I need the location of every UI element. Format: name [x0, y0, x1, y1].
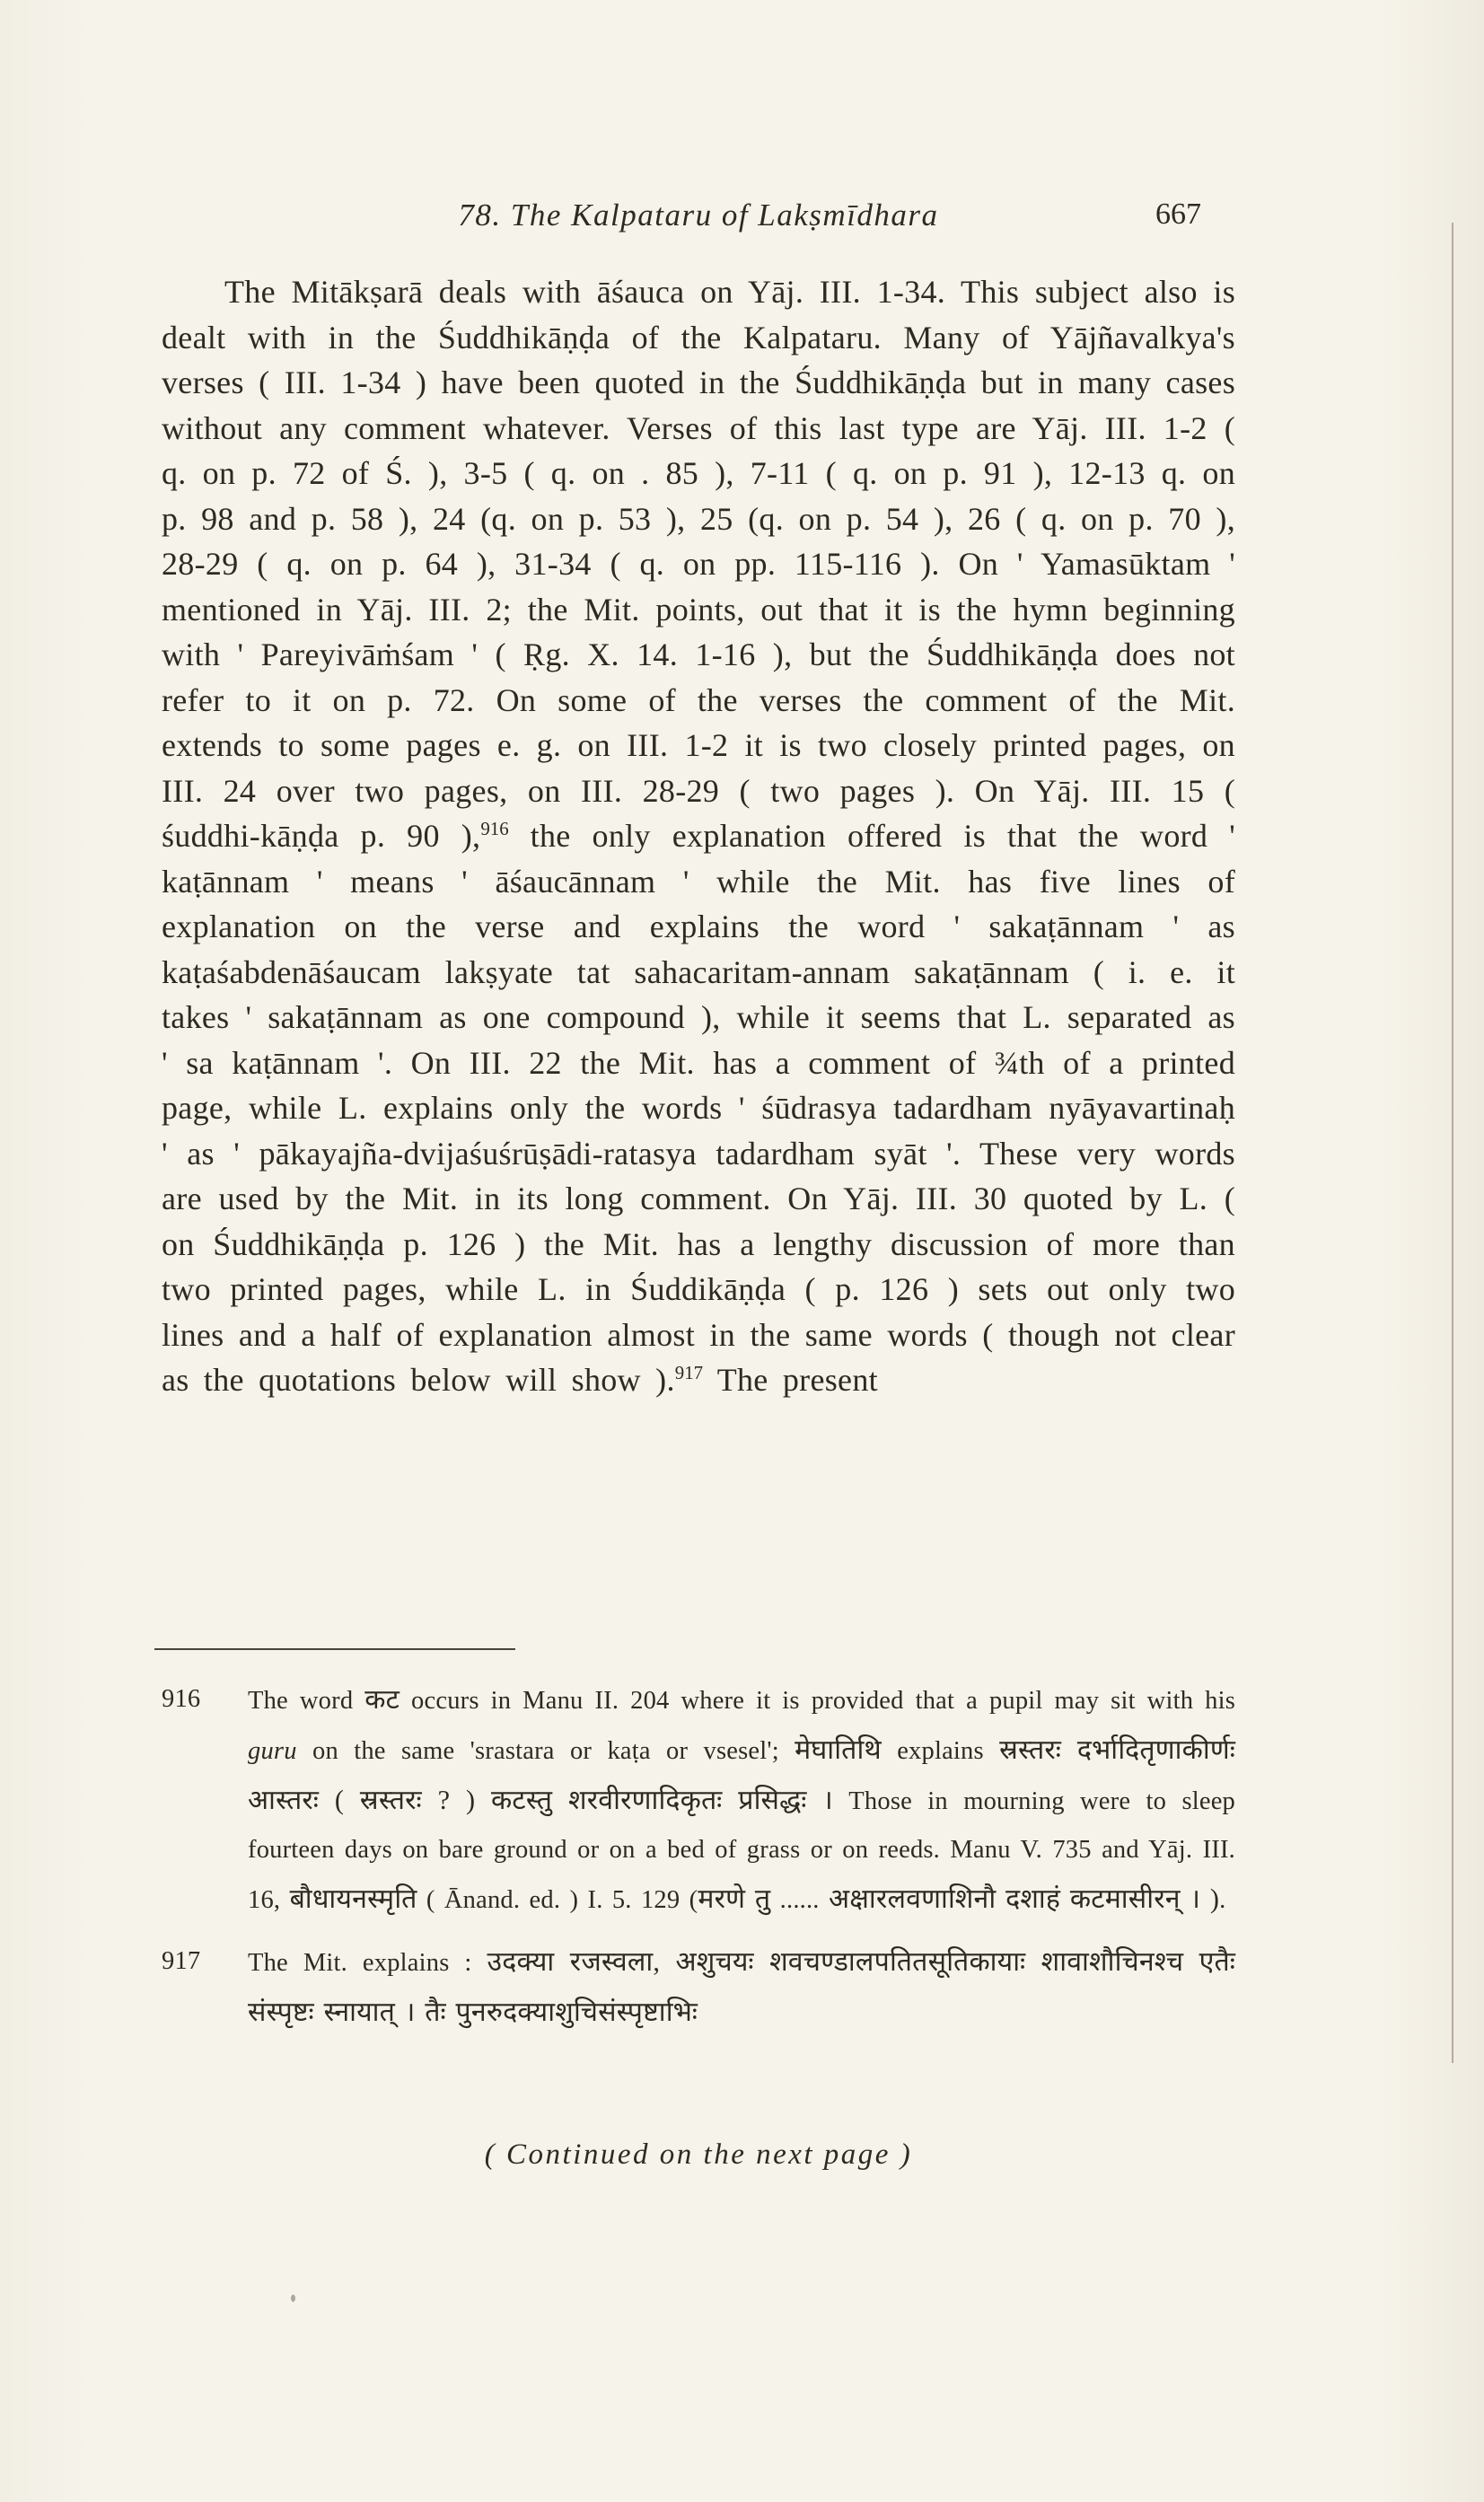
footnote-text [248, 1937, 1235, 2038]
text-run: ...... [770, 1886, 829, 1914]
page-number: 667 [1155, 198, 1201, 231]
footnote-separator-rule [154, 1648, 515, 1650]
text-run: The word [248, 1687, 365, 1715]
text-run: the only explanation offered is that the word ' kaṭānnam ' means ' āśaucānnam ' while the Mit. has five lines of explanation on the verse and explains the word ' sakaṭānnam ' as kaṭaśabdenāśaucam lakṣyate tat sahacaritam-annam sakaṭānnam ( i. e. it takes ' sakaṭānnam as one compound ), while it seems that L. separated as ' sa kaṭānnam '. On III. 22 the Mit. has a comment of ¾th of a printed page, while L. explains only the words ' śūdrasya tadardham nyāyavartinaḥ ' as ' pākayajña-dvijaśuśrūṣādi-ratasya tadardham syāt '. These very words are used by the Mit. in its long comment. On Yāj. III. 30 quoted by L. ( on Śuddhikāṇḍa p. 126 ) the Mit. has a lengthy discussion of more than two printed pages, while L. in Śuddikāṇḍa ( p. 126 ) sets out only two lines and a half of explanation almost in the same words ( though not clear as the quotations below will show ). [162, 818, 1235, 1398]
text-run: अक्षारलवणाशिनौ दशाहं कटमासीरन् । ) [828, 1883, 1220, 1914]
footnote-916 [162, 1675, 1235, 1925]
text-run: मरणे तु [698, 1883, 771, 1914]
text-run: The Mit. explains : [248, 1949, 487, 1977]
page-edge-line [1452, 223, 1453, 2063]
footnote-917 [162, 1937, 1235, 2038]
text-run: ( Ānand. ed. ) I. 5. 129 ( [417, 1886, 698, 1914]
footnote-reference: 917 [674, 1362, 704, 1383]
text-run: . [1219, 1886, 1226, 1914]
footnotes-section [162, 1675, 1235, 2050]
text-run: स्रस्तरः दर्भादितृणाकीर्णः आस्तरः ( स्रस्तरः ? ) कटस्तु शरवीरणादिकृतः प्रसिद्धः । [248, 1734, 1236, 1815]
text-run: on the same 'srastara or kaṭa or vsesel'; [296, 1737, 795, 1765]
text-run: मेघातिथि [795, 1734, 882, 1765]
scan-artifact-dot [291, 2295, 295, 2302]
text-run: explains [881, 1737, 1000, 1765]
text-run: Those in mourning were to sleep fourteen days on bare ground or on a bed of grass or on reeds. Manu V. 735 and Yāj. III. 16, [248, 1787, 1236, 1914]
footnote-number: 917 [162, 1947, 201, 1975]
text-run: guru [248, 1737, 297, 1765]
text-run: कट [364, 1684, 400, 1715]
footnote-number: 916 [162, 1685, 201, 1713]
text-run: occurs in Manu II. 204 where it is provided that a pupil may sit with his [400, 1687, 1235, 1715]
text-run: The present [703, 1362, 878, 1398]
body-paragraph [162, 269, 1235, 1403]
text-run: बौधायनस्मृति [289, 1883, 417, 1914]
footnote-text [248, 1675, 1235, 1925]
continuation-note: ( Continued on the next page ) [484, 2138, 913, 2171]
chapter-title: 78. The Kalpataru of Lakṣmīdhara [458, 198, 939, 233]
footnote-reference: 916 [480, 818, 509, 839]
text-run: The Mitākṣarā deals with āśauca on Yāj. III. 1-34. This subject also is dealt with in the Śuddhikāṇḍa of the Kalpataru. Many of Yājñavalkya's verses ( III. 1-34 ) have been quoted in the Śuddhikāṇḍa but in many cases without any comment whatever. Verses of this last type are Yāj. III. 1-2 ( q. on p. 72 of Ś. ), 3-5 ( q. on . 85 ), 7-11 ( q. on p. 91 ), 12-13 q. on p. 98 and p. 58 ), 24 (q. on p. 53 ), 25 (q. on p. 54 ), 26 ( q. on p. 70 ), 28-29 ( q. on p. 64 ), 31-34 ( q. on pp. 115-116 ). On ' Yamasūktam ' mentioned in Yāj. III. 2; the Mit. points, out that it is the hymn beginning with ' Pareyivāṁśam ' ( Ṛg. X. 14. 1-16 ), but the Śuddhikāṇḍa does not refer to it on p. 72. On some of the verses the comment of the Mit. extends to some pages e. g. on III. 1-2 it is two closely printed pages, on III. 24 over two pages, on III. 28-29 ( two pages ). On Yāj. III. 15 ( śuddhi-kāṇḍa p. 90 ), [162, 274, 1235, 854]
text-run: उदक्या रजस्वला, अशुचयः शवचण्डालपतितसूतिकायाः शावाशौचिनश्च एतैः संस्पृष्टः स्नायात् । तैः पुनरुदक्याशुचिसंस्पृष्टाभिः [248, 1946, 1235, 2027]
page-header [162, 198, 1235, 233]
